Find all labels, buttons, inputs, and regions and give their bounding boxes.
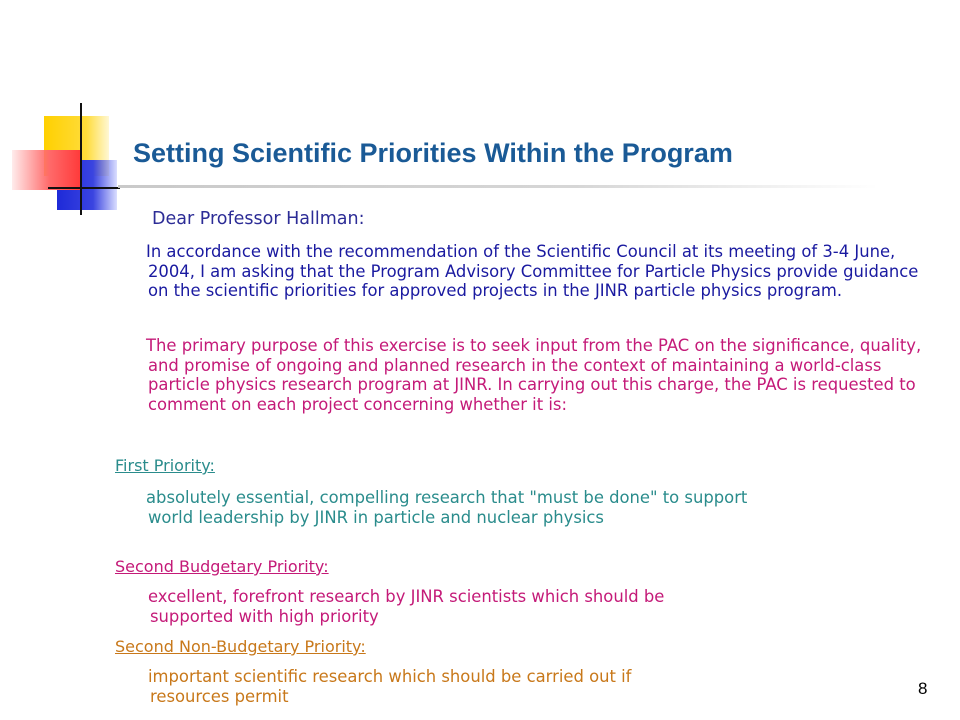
second-budgetary-priority-description: excellent, forefront research by JINR scientists which should be supported with high priority (148, 587, 665, 626)
decor-vertical-line (80, 103, 82, 215)
second-non-budgetary-priority-description: important scientific research which should be carried out if resources permit (148, 667, 632, 706)
paragraph-recommendation: In accordance with the recommendation of the Scientific Council at its meeting of 3-4 June, 2004, I am asking that the Program Advisory Committee for Particle Physics provide guidance on the scientific priorities for approved projects in the JINR particle physics program. (146, 242, 919, 301)
slide-title: Setting Scientific Priorities Within the Program (133, 138, 733, 168)
decor-horizontal-line (48, 187, 120, 189)
slide-number: 8 (918, 679, 928, 698)
decor-red-square (12, 150, 80, 190)
second-non-budgetary-priority-link[interactable]: Second Non-Budgetary Priority: (115, 637, 366, 656)
first-priority-description: absolutely essential, compelling research that "must be done" to support world leadership by JINR in particle and nuclear physics (146, 488, 748, 527)
second-budgetary-priority-link[interactable]: Second Budgetary Priority: (115, 557, 329, 576)
first-priority-link[interactable]: First Priority: (115, 456, 215, 475)
salutation: Dear Professor Hallman: (152, 209, 365, 229)
paragraph-purpose: The primary purpose of this exercise is to seek input from the PAC on the significance, quality, and promise of ongoing and planned research in the context of maintaining a world-class particle physics research program at JINR. In carrying out this charge, the PAC is requested to comment on each project concerning whether it is: (146, 336, 922, 414)
title-underline-divider (118, 185, 878, 188)
